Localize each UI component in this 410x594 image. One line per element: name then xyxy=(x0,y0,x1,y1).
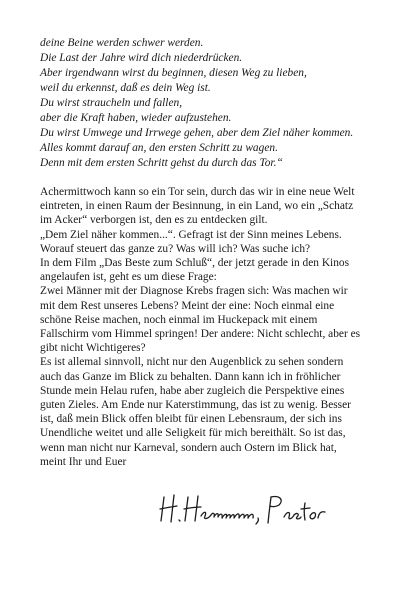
prose-line: Es ist allemal sinnvoll, nicht nur den Augenblick zu sehen sondern xyxy=(40,356,344,369)
prose-line: Fallschirm vom Himmel springen! Der andere: Nicht schlecht, aber es xyxy=(40,328,361,341)
prose-line: Worauf steuert das ganze zu? Was will ich? Was suche ich? xyxy=(40,242,311,255)
poem-line: Denn mit dem ersten Schritt gehst du durch das Tor.“ xyxy=(40,157,283,169)
poem-line: aber die Kraft haben, wieder aufzustehen. xyxy=(40,112,232,124)
handwritten-signature xyxy=(158,491,328,527)
prose-line: ist, daß mein Blick offen bleibt für einen Lebensraum, der sich ins xyxy=(40,413,342,426)
prose-line: Zwei Männer mit der Diagnose Krebs fragen sich: Was machen wir xyxy=(40,285,348,298)
poem-line: weil du erkennst, daß es dein Weg ist. xyxy=(40,82,211,94)
prose-line: Unendliche weitet und alle Seligkeit für mich bereithält. So ist das, xyxy=(40,427,346,440)
poem-line: Du wirst straucheln und fallen, xyxy=(40,97,183,109)
prose-line: auch das Ganze im Blick zu behalten. Dann kann ich in fröhlicher xyxy=(40,370,341,383)
prose-line: meint Ihr und Euer xyxy=(40,455,127,468)
poem-line: Du wirst Umwege und Irrwege gehen, aber dem Ziel näher kommen. xyxy=(40,127,354,139)
poem-line: Alles kommt darauf an, den ersten Schritt zu wagen. xyxy=(40,142,278,154)
signature xyxy=(158,491,328,527)
poem-line: Die Last der Jahre wird dich niederdrücken. xyxy=(40,52,243,64)
prose-line: guten Zieles. Am Ende nur Katerstimmung, das ist zu wenig. Besser xyxy=(40,399,351,412)
prose-line: gibt nicht Wichtigeres? xyxy=(40,342,146,355)
prose-line: mit dem Rest unseres Lebens? Meint der eine: Noch einmal eine xyxy=(40,299,335,312)
prose-line: angelaufen ist, geht es um diese Frage: xyxy=(40,271,217,284)
prose-line: Stunde mein Helau rufen, habe aber zugleich die Perspektive eines xyxy=(40,384,345,397)
prose-line: „Dem Ziel näher kommen...“. Gefragt ist der Sinn meines Lebens. xyxy=(40,228,342,241)
poem-line: Aber irgendwann wirst du beginnen, diesen Weg zu lieben, xyxy=(40,67,307,79)
prose-line: im Acker“ verborgen ist, den es zu entdecken gilt. xyxy=(40,214,268,227)
prose-line: schöne Reise machen, noch einmal im Huckepack mit einem xyxy=(40,313,318,326)
prose-block xyxy=(40,185,394,469)
prose-line: wenn man nicht nur Karneval, sondern auch Ostern im Blick hat, xyxy=(40,441,337,454)
prose-line: eintreten, in einen Raum der Besinnung, in ein Land, wo ein „Schatz xyxy=(40,200,354,213)
poem-line: deine Beine werden schwer werden. xyxy=(40,37,204,49)
prose-line: In dem Film „Das Beste zum Schluß“, der jetzt gerade in den Kinos xyxy=(40,257,350,270)
poem-block xyxy=(40,36,400,171)
prose-line: Achermittwoch kann so ein Tor sein, durch das wir in eine neue Welt xyxy=(40,186,355,198)
